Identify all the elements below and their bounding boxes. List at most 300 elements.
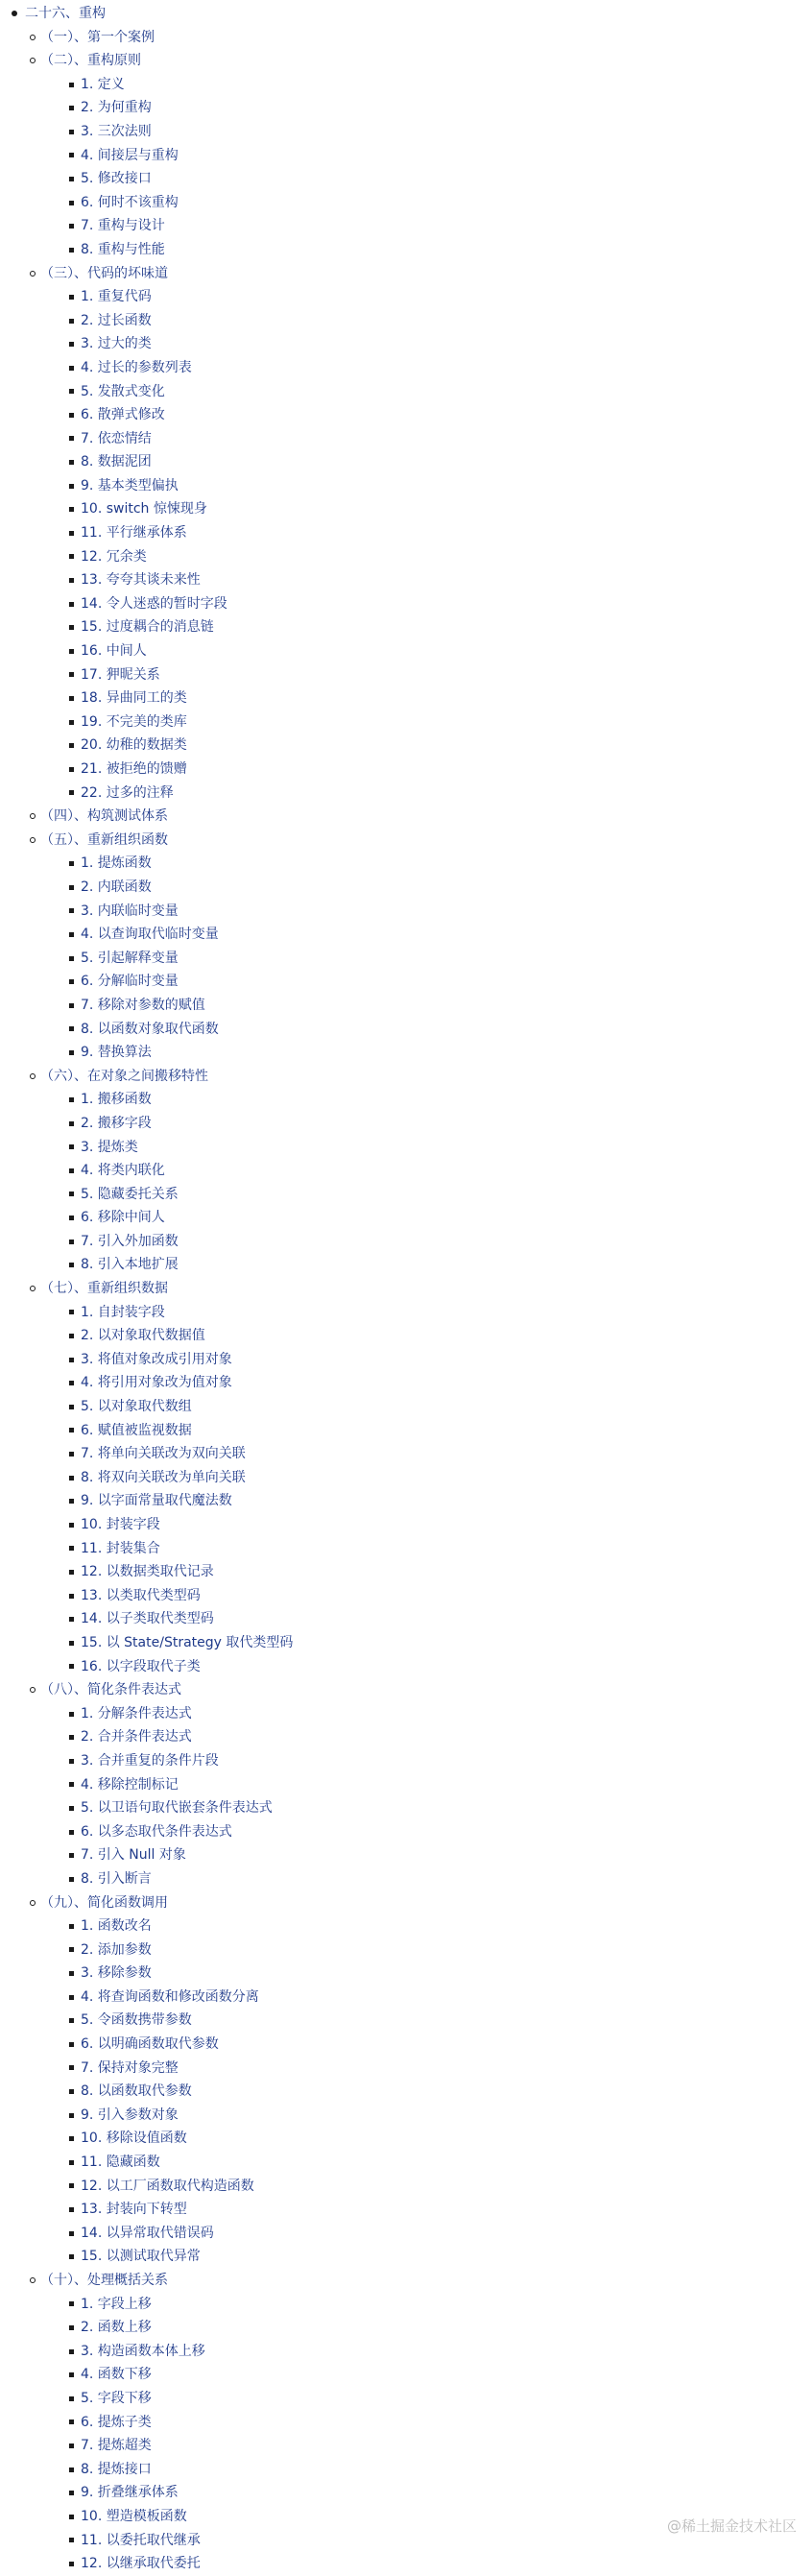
toc-item-link[interactable]: 2. 以对象取代数据值 (81, 1328, 205, 1344)
square-bullet-icon (69, 1523, 74, 1528)
toc-item (6, 1395, 812, 1419)
toc-item-link[interactable]: 11. 平行继承体系 (81, 525, 187, 542)
toc-item-link[interactable]: 1. 搬移函数 (81, 1092, 152, 1108)
toc-item-row (6, 2411, 812, 2435)
toc-item-link[interactable]: 2. 函数上移 (81, 2320, 152, 2336)
toc-item-link[interactable]: 10. switch 惊悚现身 (81, 501, 207, 518)
toc-item-link[interactable]: 15. 以测试取代异常 (81, 2249, 201, 2265)
toc-section-link[interactable]: （八）、简化条件表达式 (40, 1682, 181, 1698)
toc-item (6, 356, 812, 380)
toc-item-row (6, 1560, 812, 1584)
toc-item-link[interactable]: 3. 内联临时变量 (81, 903, 179, 919)
toc-item-row (6, 663, 812, 687)
square-bullet-icon (69, 1144, 74, 1149)
toc-item-link[interactable]: 6. 何时不该重构 (81, 194, 179, 210)
toc-item-link[interactable]: 3. 移除参数 (81, 1965, 152, 1982)
toc-item-link[interactable]: 8. 将双向关联改为单向关联 (81, 1469, 246, 1485)
toc-item-link[interactable]: 16. 中间人 (81, 643, 147, 660)
toc-item-link[interactable]: 4. 间接层与重构 (81, 147, 179, 163)
toc-section (6, 49, 812, 261)
toc-item (6, 2363, 812, 2387)
toc-item-link[interactable]: 5. 以对象取代数组 (81, 1399, 192, 1415)
toc-item-link[interactable]: 3. 合并重复的条件片段 (81, 1752, 219, 1769)
toc-item-link[interactable]: 15. 过度耦合的消息链 (81, 619, 214, 636)
toc-item-link[interactable]: 13. 夸夸其谈未来性 (81, 572, 201, 589)
toc-item (6, 2057, 812, 2081)
toc-item-link[interactable]: 7. 引入外加函数 (81, 1233, 179, 1249)
toc-section (6, 26, 812, 50)
square-bullet-icon (69, 1782, 74, 1787)
toc-item-link[interactable]: 6. 提炼子类 (81, 2414, 152, 2430)
circle-bullet-icon (30, 271, 36, 277)
square-bullet-icon (69, 979, 74, 984)
toc-item (6, 214, 812, 238)
toc-item-link[interactable]: 7. 依恋情结 (81, 430, 152, 446)
toc-item (6, 2245, 812, 2269)
toc-item (6, 191, 812, 215)
toc-item (6, 1796, 812, 1820)
toc-item-link[interactable]: 9. 基本类型偏执 (81, 477, 179, 494)
toc-item (6, 2151, 812, 2175)
toc-item-list (6, 73, 812, 262)
toc-item-link[interactable]: 11. 封装集合 (81, 1540, 160, 1556)
toc-item-row (6, 1088, 812, 1112)
toc-item-link[interactable]: 15. 以 State/Strategy 取代类型码 (81, 1634, 294, 1650)
toc-item-link[interactable]: 12. 以工厂函数取代构造函数 (81, 2178, 254, 2194)
square-bullet-icon (69, 1947, 74, 1952)
toc-item-list (6, 1702, 812, 1891)
square-bullet-icon (69, 1240, 74, 1244)
toc-item (6, 2316, 812, 2340)
toc-item (6, 167, 812, 191)
square-bullet-icon (69, 83, 74, 87)
toc-item-link[interactable]: 2. 添加参数 (81, 1941, 152, 1958)
toc-section-row (6, 49, 812, 73)
toc-item-row (6, 1395, 812, 1419)
toc-item (6, 1773, 812, 1797)
toc-item (6, 1041, 812, 1065)
toc-item-link[interactable]: 2. 合并条件表达式 (81, 1729, 192, 1745)
toc-item-link[interactable]: 8. 提炼接口 (81, 2461, 152, 2477)
toc-item-row (6, 1206, 812, 1230)
square-bullet-icon (69, 649, 74, 654)
toc-item-link[interactable]: 6. 赋值被监视数据 (81, 1422, 192, 1438)
toc-chapter-link[interactable]: 二十六、重构 (25, 6, 106, 21)
toc-item-row (6, 592, 812, 616)
toc-item-link[interactable]: 4. 移除控制标记 (81, 1776, 179, 1793)
toc-item (6, 568, 812, 592)
square-bullet-icon (69, 1381, 74, 1385)
toc-item-row (6, 2387, 812, 2411)
toc-item-row (6, 1466, 812, 1490)
toc-item-link[interactable]: 5. 引起解释变量 (81, 950, 179, 966)
toc-item-link[interactable]: 1. 定义 (81, 76, 125, 92)
toc-section (6, 829, 812, 1065)
toc-item (6, 1938, 812, 1962)
toc-item (6, 2552, 812, 2576)
toc-section-link[interactable]: （九）、简化函数调用 (40, 1894, 168, 1911)
toc-item-link[interactable]: 1. 函数改名 (81, 1918, 152, 1935)
toc-item (6, 1749, 812, 1773)
toc-item-link[interactable]: 16. 以字段取代子类 (81, 1658, 201, 1674)
square-bullet-icon (69, 1830, 74, 1835)
toc-item (6, 1914, 812, 1938)
toc-item-row (6, 1253, 812, 1277)
toc-item-link[interactable]: 6. 以多态取代条件表达式 (81, 1823, 232, 1840)
toc-item-link[interactable]: 10. 封装字段 (81, 1517, 160, 1532)
square-bullet-icon (69, 696, 74, 701)
toc-item-row (6, 994, 812, 1018)
toc-item (6, 1631, 812, 1655)
toc-item-row (6, 2552, 812, 2576)
square-bullet-icon (69, 2444, 74, 2448)
square-bullet-icon (69, 248, 74, 253)
toc-item-link[interactable]: 2. 内联函数 (81, 879, 152, 895)
toc-item (6, 120, 812, 144)
toc-item-row (6, 1301, 812, 1325)
toc-item-link[interactable]: 8. 数据泥团 (81, 454, 152, 470)
square-bullet-icon (69, 2231, 74, 2236)
toc-item (6, 1136, 812, 1160)
toc-item-row (6, 1136, 812, 1160)
toc-item-link[interactable]: 11. 以委托取代继承 (81, 2532, 201, 2548)
toc-item (6, 1324, 812, 1348)
toc-item (6, 1348, 812, 1372)
toc-item (6, 994, 812, 1018)
toc-item (6, 2411, 812, 2435)
square-bullet-icon (69, 1712, 74, 1717)
toc-section-row (6, 2269, 812, 2293)
square-bullet-icon (69, 1877, 74, 1882)
toc-item-link[interactable]: 3. 过大的类 (81, 336, 152, 352)
square-bullet-icon (69, 1546, 74, 1551)
toc-item-list (6, 1301, 812, 1679)
square-bullet-icon (69, 295, 74, 300)
toc-item (6, 1018, 812, 1042)
toc-item-row (6, 900, 812, 924)
toc-item-row (6, 2151, 812, 2175)
square-bullet-icon (69, 885, 74, 890)
toc-section (6, 1891, 812, 2270)
square-bullet-icon (69, 956, 74, 961)
toc-item-link[interactable]: 22. 过多的注释 (81, 784, 174, 801)
toc-item (6, 782, 812, 806)
toc-item (6, 1513, 812, 1537)
toc-item (6, 144, 812, 168)
toc-item-link[interactable]: 17. 狎昵关系 (81, 666, 160, 683)
toc-item-link[interactable]: 8. 引入本地扩展 (81, 1257, 179, 1273)
square-bullet-icon (69, 720, 74, 725)
toc-item-row (6, 1655, 812, 1679)
square-bullet-icon (69, 932, 74, 937)
toc-item-row (6, 1159, 812, 1183)
toc-item-link[interactable]: 7. 保持对象完整 (81, 2059, 179, 2076)
toc-item (6, 2033, 812, 2057)
toc-item-link[interactable]: 13. 封装向下转型 (81, 2202, 187, 2218)
toc-item-link[interactable]: 8. 引入断言 (81, 1870, 152, 1887)
toc-item-link[interactable]: 12. 冗余类 (81, 548, 147, 565)
toc-item (6, 1489, 812, 1513)
toc-item-row (6, 214, 812, 238)
toc-item-row (6, 1607, 812, 1631)
toc-item-link[interactable]: 7. 提炼超类 (81, 2438, 152, 2454)
square-bullet-icon (69, 531, 74, 536)
toc-item-row (6, 1324, 812, 1348)
toc-item (6, 923, 812, 947)
square-bullet-icon (69, 2113, 74, 2118)
toc-item (6, 285, 812, 309)
toc-item-link[interactable]: 2. 搬移字段 (81, 1115, 152, 1131)
square-bullet-icon (69, 2562, 74, 2566)
toc-item (6, 380, 812, 404)
toc-item-link[interactable]: 1. 提炼函数 (81, 855, 152, 872)
circle-bullet-icon (30, 1900, 36, 1906)
toc-item-link[interactable]: 1. 自封装字段 (81, 1304, 165, 1320)
toc-section (6, 805, 812, 829)
toc-item (6, 1183, 812, 1207)
toc-item-link[interactable]: 5. 发散式变化 (81, 383, 165, 399)
toc-item-link[interactable]: 12. 以继承取代委托 (81, 2556, 201, 2572)
square-bullet-icon (69, 1097, 74, 1102)
square-bullet-icon (69, 2491, 74, 2495)
toc-section-row (6, 805, 812, 829)
toc-item-link[interactable]: 9. 引入参数对象 (81, 2107, 179, 2123)
toc-item-row (6, 2009, 812, 2033)
toc-item-link[interactable]: 2. 过长函数 (81, 312, 152, 328)
toc-item (6, 96, 812, 120)
toc-item-row (6, 1702, 812, 1726)
toc-item-row (6, 2481, 812, 2505)
toc-item-link[interactable]: 13. 以类取代类型码 (81, 1587, 201, 1603)
toc-item-link[interactable]: 4. 过长的参数列表 (81, 359, 192, 375)
circle-bullet-icon (30, 2277, 36, 2283)
toc-item-link[interactable]: 1. 字段上移 (81, 2296, 152, 2312)
square-bullet-icon (69, 2538, 74, 2542)
toc-item-link[interactable]: 3. 将值对象改成引用对象 (81, 1351, 232, 1367)
toc-item-link[interactable]: 6. 散弹式修改 (81, 407, 165, 423)
toc-item (6, 1088, 812, 1112)
toc-item (6, 1962, 812, 1986)
toc-section-row (6, 1678, 812, 1702)
toc-item-link[interactable]: 14. 以子类取代类型码 (81, 1611, 214, 1627)
toc-item (6, 2458, 812, 2482)
toc-item (6, 1560, 812, 1584)
toc-item-link[interactable]: 20. 幼稚的数据类 (81, 737, 187, 754)
toc-item-row (6, 2080, 812, 2104)
toc-section-row (6, 262, 812, 286)
toc-item-link[interactable]: 9. 替换算法 (81, 1045, 152, 1061)
toc-item-row (6, 1041, 812, 1065)
toc-item (6, 2434, 812, 2458)
toc-section-link[interactable]: （三）、代码的坏味道 (40, 265, 168, 281)
toc-item-row (6, 734, 812, 758)
toc-item-row (6, 474, 812, 498)
square-bullet-icon (69, 2160, 74, 2165)
toc-section (6, 262, 812, 806)
toc-item-link[interactable]: 3. 构造函数本体上移 (81, 2343, 205, 2359)
toc-item-row (6, 686, 812, 710)
toc-section-link[interactable]: （四）、构筑测试体系 (40, 808, 168, 825)
circle-bullet-icon (30, 58, 36, 63)
toc-item-link[interactable]: 5. 字段下移 (81, 2390, 152, 2406)
square-bullet-icon (69, 224, 74, 229)
square-bullet-icon (69, 1003, 74, 1008)
toc-item-link[interactable]: 12. 以数据类取代记录 (81, 1564, 214, 1580)
circle-bullet-icon (30, 1073, 36, 1079)
toc-item-link[interactable]: 9. 以字面常量取代魔法数 (81, 1493, 232, 1509)
square-bullet-icon (69, 2301, 74, 2306)
toc-item-link[interactable]: 7. 移除对参数的赋值 (81, 997, 205, 1013)
toc-item-row (6, 2340, 812, 2364)
square-bullet-icon (69, 436, 74, 441)
square-bullet-icon (69, 672, 74, 677)
toc-item (6, 474, 812, 498)
square-bullet-icon (69, 342, 74, 347)
toc-item-link[interactable]: 8. 以函数对象取代函数 (81, 1021, 219, 1037)
toc-section-link[interactable]: （七）、重新组织数据 (40, 1281, 168, 1297)
toc-item-row (6, 1513, 812, 1537)
square-bullet-icon (69, 1641, 74, 1646)
toc-item-row (6, 1018, 812, 1042)
toc-section-link[interactable]: （五）、重新组织函数 (40, 831, 168, 848)
toc-item-row (6, 2057, 812, 2081)
toc-item-link[interactable]: 4. 函数下移 (81, 2367, 152, 2383)
toc-section-list (6, 26, 812, 2576)
toc-item-row (6, 332, 812, 356)
toc-chapter (6, 2, 812, 2576)
square-bullet-icon (69, 366, 74, 371)
square-bullet-icon (69, 2207, 74, 2212)
toc-item-row (6, 1749, 812, 1773)
toc-item-link[interactable]: 11. 隐藏函数 (81, 2155, 160, 2171)
toc-item (6, 2222, 812, 2246)
square-bullet-icon (69, 2136, 74, 2141)
toc-item (6, 2080, 812, 2104)
toc-item (6, 900, 812, 924)
toc-item (6, 758, 812, 782)
toc-item (6, 2009, 812, 2033)
toc-item-link[interactable]: 5. 修改接口 (81, 171, 152, 187)
square-bullet-icon (69, 1358, 74, 1362)
toc-item-link[interactable]: 21. 被拒绝的馈赠 (81, 761, 187, 777)
toc-item-row (6, 1796, 812, 1820)
toc-item (6, 876, 812, 900)
toc-item-row (6, 2458, 812, 2482)
square-bullet-icon (69, 1026, 74, 1031)
toc-item-row (6, 380, 812, 404)
toc-item (6, 497, 812, 521)
toc-item-row (6, 450, 812, 474)
toc-item-list (6, 285, 812, 805)
toc-item-link[interactable]: 8. 以函数取代参数 (81, 2083, 192, 2100)
toc-item-link[interactable]: 6. 移除中间人 (81, 1210, 165, 1226)
toc-item-link[interactable]: 14. 令人迷惑的暂时字段 (81, 595, 227, 612)
square-bullet-icon (69, 413, 74, 418)
toc-item-link[interactable]: 4. 将查询函数和修改函数分离 (81, 1988, 259, 2005)
toc-item-link[interactable]: 7. 引入 Null 对象 (81, 1847, 186, 1864)
toc-item-row (6, 1584, 812, 1608)
toc-item (6, 545, 812, 569)
toc-item (6, 1702, 812, 1726)
toc-section-row (6, 1065, 812, 1089)
toc-item-link[interactable]: 8. 重构与性能 (81, 241, 165, 257)
square-bullet-icon (69, 130, 74, 134)
toc-item-link[interactable]: 7. 将单向关联改为双向关联 (81, 1446, 246, 1462)
toc-item (6, 1253, 812, 1277)
toc-item-link[interactable]: 19. 不完美的类库 (81, 713, 187, 730)
toc-item (6, 1112, 812, 1136)
square-bullet-icon (69, 2420, 74, 2424)
toc-item-row (6, 144, 812, 168)
toc-item (6, 2198, 812, 2222)
square-bullet-icon (69, 1405, 74, 1409)
square-bullet-icon (69, 484, 74, 489)
toc-item-link[interactable]: 1. 分解条件表达式 (81, 1705, 192, 1721)
toc-item-link[interactable]: 5. 以卫语句取代嵌套条件表达式 (81, 1800, 273, 1817)
square-bullet-icon (69, 1995, 74, 2000)
toc-item-link[interactable]: 2. 为何重构 (81, 100, 152, 116)
toc-item-row (6, 545, 812, 569)
toc-item-link[interactable]: 1. 重复代码 (81, 289, 152, 305)
toc-item-row (6, 238, 812, 262)
toc-item-row (6, 568, 812, 592)
toc-item (6, 2387, 812, 2411)
toc-item-row (6, 1348, 812, 1372)
toc-item (6, 2293, 812, 2317)
toc-item-link[interactable]: 7. 重构与设计 (81, 218, 165, 234)
toc-item-link[interactable]: 14. 以异常取代错误码 (81, 2225, 214, 2241)
toc-item-link[interactable]: 9. 折叠继承体系 (81, 2485, 179, 2501)
toc-section-link[interactable]: （一）、第一个案例 (40, 29, 155, 45)
toc-item-link[interactable]: 6. 以明确函数取代参数 (81, 2036, 219, 2053)
circle-bullet-icon (30, 35, 36, 40)
toc-item-row (6, 2127, 812, 2151)
toc-item-link[interactable]: 5. 令函数携带参数 (81, 2012, 192, 2029)
toc-item-row (6, 1183, 812, 1207)
toc-section-link[interactable]: （六）、在对象之间搬移特性 (40, 1068, 208, 1084)
toc-section-row (6, 1277, 812, 1301)
toc-item-link[interactable]: 3. 三次法则 (81, 123, 152, 139)
square-bullet-icon (69, 2515, 74, 2519)
toc-item-link[interactable]: 18. 异曲同工的类 (81, 690, 187, 707)
square-bullet-icon (69, 767, 74, 772)
square-bullet-icon (69, 2042, 74, 2047)
toc-item (6, 686, 812, 710)
toc-item-row (6, 710, 812, 734)
toc-item-link[interactable]: 4. 将类内联化 (81, 1163, 165, 1179)
toc-item-row (6, 876, 812, 900)
toc-item-link[interactable]: 6. 分解临时变量 (81, 974, 179, 990)
toc-section-link[interactable]: （二）、重构原则 (40, 53, 141, 69)
toc-item-link[interactable]: 3. 提炼类 (81, 1139, 138, 1155)
toc-item-row (6, 2198, 812, 2222)
toc-item-list (6, 1088, 812, 1277)
toc-item-row (6, 427, 812, 451)
toc-item-link[interactable]: 4. 将引用对象改为值对象 (81, 1375, 232, 1391)
toc-section (6, 1678, 812, 1890)
toc-item-link[interactable]: 4. 以查询取代临时变量 (81, 927, 219, 943)
toc-item (6, 1419, 812, 1443)
toc-item-link[interactable]: 10. 塑造模板函数 (81, 2508, 187, 2524)
toc-item (6, 73, 812, 97)
toc-item-row (6, 639, 812, 663)
square-bullet-icon (69, 1594, 74, 1599)
toc-section-link[interactable]: （十）、处理概括关系 (40, 2273, 168, 2288)
toc-item-row (6, 852, 812, 876)
toc-item-link[interactable]: 5. 隐藏委托关系 (81, 1186, 179, 1202)
toc-item-link[interactable]: 10. 移除设值函数 (81, 2131, 187, 2147)
toc-item (6, 947, 812, 971)
